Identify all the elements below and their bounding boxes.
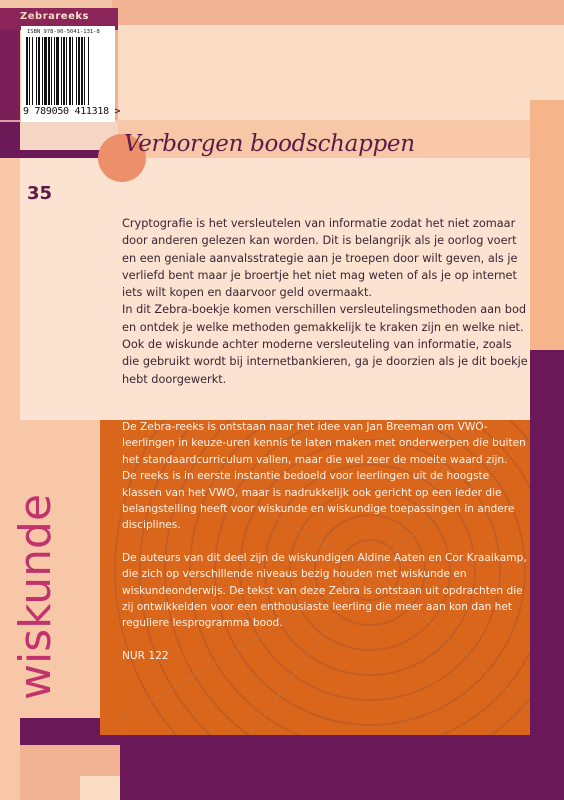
barcode-bar [48,37,50,105]
volume-number: 35 [27,183,53,204]
barcode-bar [81,37,83,105]
barcode [21,26,121,122]
barcode-bar [44,37,47,105]
intro-text [122,215,532,388]
top-cream-panel [118,25,564,120]
barcode-bar [76,37,77,105]
intro-paragraph-1: Cryptografie is het versleutelen van informatie zodat het niet zomaar door anderen gelezen kan worden. Dit is belangrijk als je oorlog voert en een geniale aanvalsstrategie aan je troepen door wilt geven, als je verliefd bent maar je broertje het niet mag weten of als je op internet iets wilt kopen en daarvoor geld overmaakt. [122,217,518,300]
bottom-light-strip [80,776,120,800]
book-title: Verborgen boodschappen [124,131,415,157]
barcode-bar [61,37,62,105]
subject-label: wiskunde [10,493,61,700]
barcode-bar [56,37,59,105]
barcode-bar [84,37,85,105]
barcode-bar [88,37,89,105]
barcode-digits: 9 789050 411318 > [23,106,121,117]
about-paragraph-2: De reeks is in eerste instantie bedoeld voor leerlingen uit de hoogste klassen van het VWO, maar is nadrukkelijk ook gericht op een ieder die belangstelling heeft voor wiskunde en wiskundige toepassingen in andere disciplines. [122,470,515,532]
barcode-bar [78,37,80,105]
nur-code: NUR 122 [122,649,169,662]
barcode-bar [66,37,67,105]
barcode-bars [26,37,110,105]
barcode-bar [69,37,71,105]
intro-paragraph-2: In dit Zebra-boekje komen verschillen versleutelingsmethoden aan bod en ontdek je welke methoden gemakkelijk te kraken zijn en welke niet. [122,303,527,334]
about-paragraph-1: De Zebra-reeks is ontstaan naar het idee van Jan Breeman om VWO-leerlingen in keuze-uren kennis te laten maken met onderwerpen die buiten het standaardcurriculum vallen, maar die wel zeer de moeite waard zijn. [122,421,526,466]
series-name-part2: reeks [55,11,89,22]
about-text [122,419,528,680]
barcode-bar [42,37,43,105]
barcode-bar [63,37,65,105]
barcode-bar [54,37,55,105]
about-paragraph-3: De auteurs van dit deel zijn de wiskundigen Aldine Aaten en Cor Kraaikamp, die zich op verschillende niveaus bezig houden met wiskunde en wiskundeonderwijs. De tekst van deze Zebra is ontstaan uit opdrachten die zij ontwikkelden voor een enthousiaste leerling die meer aan kon dan het reguliere lesprogramma bood. [122,551,527,630]
barcode-bar [72,37,73,105]
barcode-bar [51,37,52,105]
isbn-text: ISBN 978-90-5041-131-8 [27,29,100,35]
barcode-bar [32,37,33,105]
barcode-bar [36,37,37,105]
barcode-bar [26,37,28,105]
series-name-part1: Zebra [20,11,56,22]
subject-label-container [10,493,110,700]
barcode-bar [29,37,30,105]
intro-paragraph-3: Ook de wiskunde achter moderne versleuteling van informatie, zoals die gebruikt wordt bij internetbankieren, ga je doorzien als je dit boekje hebt doorgewerkt. [122,338,528,386]
series-label [20,11,89,22]
barcode-bar [38,37,40,105]
